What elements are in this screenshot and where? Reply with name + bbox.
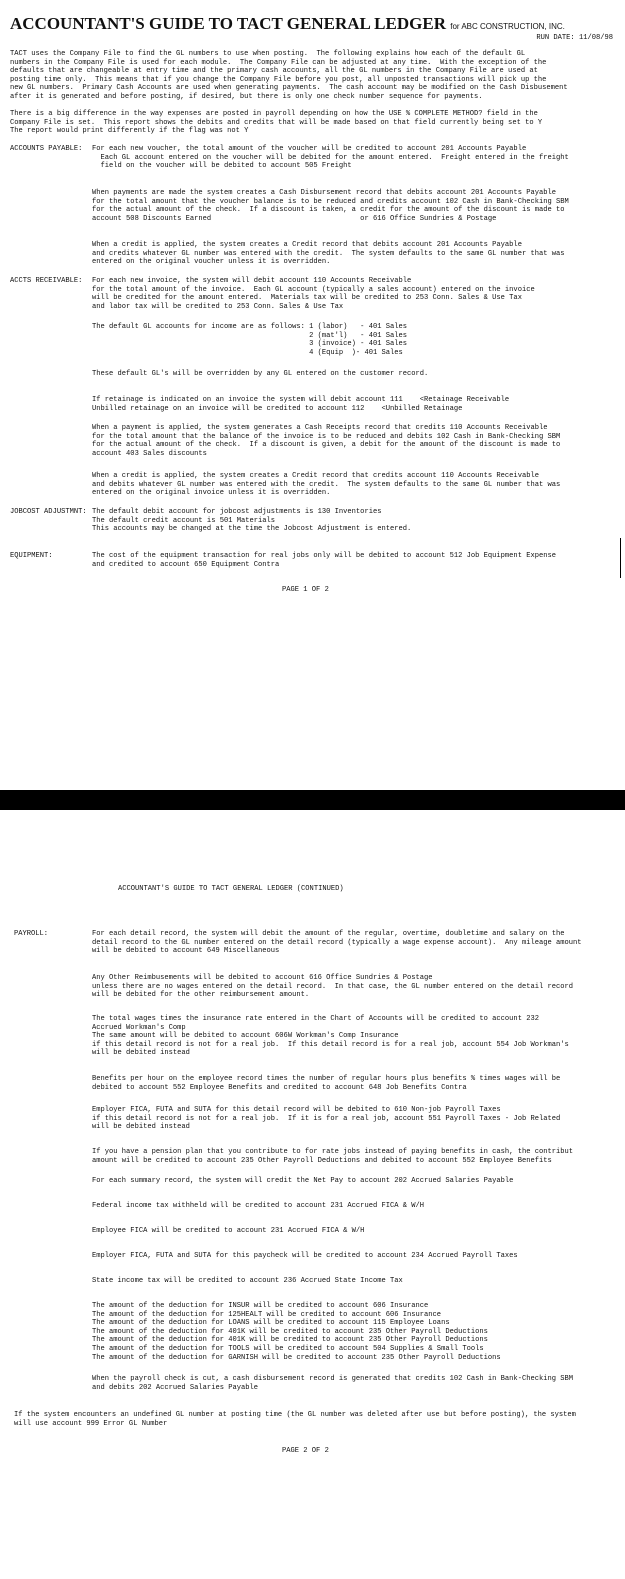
payroll-employer-accrued-taxes-line: Employer FICA, FUTA and SUTA for this paycheck will be credited to account 234 Accrued Payroll Taxes bbox=[92, 1252, 518, 1260]
run-date: RUN DATE: 11/08/98 bbox=[536, 34, 613, 42]
section-label-jobcost-adjustment: JOBCOST ADJUSTMNT: bbox=[10, 508, 87, 516]
title-text: ACCOUNTANT'S GUIDE TO TACT GENERAL LEDGER bbox=[10, 14, 446, 33]
ar-retainage-paragraph: If retainage is indicated on an invoice the system will debit account 111 <Retainage Receivable Unbilled retainage on an invoice will be credited to account 112 <Unbilled Retainage bbox=[92, 396, 510, 413]
undefined-gl-note: If the system encounters an undefined GL number at posting time (the GL number was deleted after use but before posting), the system will use account 999 Error GL Number bbox=[14, 1411, 576, 1428]
ar-override-note: These default GL's will be overridden by any GL entered on the customer record. bbox=[92, 370, 429, 378]
payroll-benefits-paragraph: Benefits per hour on the employee record times the number of regular hours plus benefits % times wages will be debited to account 552 Employee Benefits and credited to account 648 Job Benefits Contra bbox=[92, 1075, 561, 1092]
ap-payment-paragraph: When payments are made the system creates a Cash Disbursement record that debits account 201 Accounts Payable for the total amount that the voucher balance is to be reduced and credits account 102 Cash in Bank-Checking SBM for the actual amount of the check. If a discount is taken, a credit for the amount of the discount is made to account 508 Discounts Earned or 616 Office Sundries & Postage bbox=[92, 189, 569, 223]
intro-paragraph: TACT uses the Company File to find the GL numbers to use when posting. The following explains how each of the default GL numbers in the Company File is used for each module. The Company File can be adjusted at any time. With the exception of the defaults that are changeable at entry time and the primary cash accounts, all the GL numbers in the Company File are used at posting time only. This means that if you change the Company File before you post, all unposted transactions will pick up the new GL numbers. Primary Cash Accounts are used when generating payments. The cash account may be modified on the Cash Disbusement after it is generated and before posting, if desired, but there is only one check number sequence for payments. bbox=[10, 50, 568, 101]
ar-payment-paragraph: When a payment is applied, the system generates a Cash Receipts record that credits 110 Accounts Receivable for the total amount that the balance of the invoice is to be reduced and debits 102 Cash in Bank-Checking SBM for the actual amount of the check. If a discount is given, a debit for the amount of the discount is made to account 403 Sales discounts bbox=[92, 424, 561, 458]
page-separator bbox=[0, 790, 625, 810]
payroll-insurance-paragraph: The total wages times the insurance rate entered in the Chart of Accounts will be credited to account 232 Accrued Workman's Comp The same amount will be debited to account 606W Workman's Comp Insurance if this detail record is not for a real job. If this detail record is for a real job, account 554 Job Workman's will be debited instead bbox=[92, 1015, 569, 1058]
payroll-check-paragraph: When the payroll check is cut, a cash disbursement record is generated that credits 102 Cash in Bank-Checking SBM and debits 202 Accrued Salaries Payable bbox=[92, 1375, 574, 1392]
payroll-state-tax-line: State income tax will be credited to account 236 Accrued State Income Tax bbox=[92, 1277, 403, 1285]
payroll-employer-taxes-paragraph: Employer FICA, FUTA and SUTA for this detail record will be debited to 610 Non-job Payroll Taxes if this detail record is not for a real job. If it is for a real job, account 551 Payroll Taxes - Job Related will be debited instead bbox=[92, 1106, 561, 1132]
page-2-title: ACCOUNTANT'S GUIDE TO TACT GENERAL LEDGER (CONTINUED) bbox=[118, 885, 344, 893]
ap-credit-paragraph: When a credit is applied, the system creates a Credit record that debits account 201 Accounts Payable and credits whatever GL number was entered with the credit. The system defaults to the same GL number that was entered on the original voucher unless it is overridden. bbox=[92, 241, 565, 267]
payroll-reimbursement-paragraph: Any Other Reimbusements will be debited to account 616 Office Sundries & Postage unless there are no wages entered on the detail record. In that case, the GL number entered on the detail record will be debited for the other reimbursement amount. bbox=[92, 974, 574, 1000]
payroll-pension-paragraph: If you have a pension plan that you contribute to for rate jobs instead of paying benefits in cash, the contribut amount will be credited to account 235 Other Payroll Deductions and debited to account 552 Employee Benefits bbox=[92, 1148, 574, 1165]
section-label-accounts-payable: ACCOUNTS PAYABLE: bbox=[10, 145, 83, 153]
ar-invoice-paragraph: For each new invoice, the system will debit account 110 Accounts Receivable for the total amount of the invoice. Each GL account (typically a sales account) entered on the invoice will be credited for the amount entered. Materials tax will be credited to 253 Conn. Sales & Use Tax and labor tax will be credited to 253 Conn. Sales & Use Tax bbox=[92, 277, 535, 311]
payroll-method-note: There is a big difference in the way expenses are posted in payroll depending on how the USE % COMPLETE METHOD? field in the Company File is set. This report shows the debits and credits that will be made based on that field currently being set to Y The report would print differently if the flag was not Y bbox=[10, 110, 543, 136]
equipment-paragraph: The cost of the equipment transaction for real jobs only will be debited to account 512 Job Equipment Expense and credited to account 650 Equipment Contra bbox=[92, 552, 557, 569]
jobcost-paragraph: The default debit account for jobcost adjustments is 130 Inventories The default credit account is 501 Materials This accounts may be changed at the time the Jobcost Adjustment is entered. bbox=[92, 508, 412, 534]
scan-edge-line bbox=[620, 538, 621, 578]
payroll-deductions-list: The amount of the deduction for INSUR will be credited to account 606 Insurance The amount of the deduction for 125HEALT will be credited to account 606 Insurance The amount of the deduction for LOANS will be credited to account 115 Employee Loans The amount of the deduction for 401K will be credited to account 235 Other Payroll Deductions The amount of the deduction for 401K will be credited to account 235 Other Payroll Deductions The amount of the deduction for TOOLS will be credited to account 504 Supplies & Small Tools The amount of the deduction for GARNISH will be credited to account 235 Other Payroll Deductions bbox=[92, 1302, 501, 1362]
payroll-employee-fica-line: Employee FICA will be credited to account 231 Accrued FICA & W/H bbox=[92, 1227, 365, 1235]
payroll-detail-paragraph: For each detail record, the system will debit the amount of the regular, overtime, doubletime and salary on the detail record to the GL number entered on the detail record (typically a wage expense account). Any mileage amount will be debited to account 649 Miscellaneous bbox=[92, 930, 582, 956]
section-label-equipment: EQUIPMENT: bbox=[10, 552, 53, 560]
document-title bbox=[10, 14, 565, 37]
payroll-net-pay-line: For each summary record, the system will credit the Net Pay to account 202 Accrued Salaries Payable bbox=[92, 1177, 514, 1185]
company-name: for ABC CONSTRUCTION, INC. bbox=[450, 22, 565, 31]
page-footer: PAGE 2 OF 2 bbox=[282, 1447, 329, 1455]
ap-voucher-paragraph: For each new voucher, the total amount of the voucher will be credited to account 201 Accounts Payable Each GL account entered on the voucher will be debited for the amount entered. Freight entered in the freight field on the voucher will be debited to account 505 Freight bbox=[92, 145, 569, 171]
ar-credit-paragraph: When a credit is applied, the system creates a Credit record that credits account 110 Accounts Receivable and debits whatever GL number was entered with the credit. The system defaults to the same GL number that was entered on the original invoice unless it is overridden. bbox=[92, 472, 561, 498]
ar-default-income-accounts: The default GL accounts for income are as follows: 1 (labor) - 401 Sales 2 (mat'l) - 401 Sales 3 (invoice) - 401 Sales 4 (Equip )- 401 Sales bbox=[92, 323, 408, 357]
section-label-accts-receivable: ACCTS RECEIVABLE: bbox=[10, 277, 83, 285]
page-footer: PAGE 1 OF 2 bbox=[282, 586, 329, 594]
section-label-payroll: PAYROLL: bbox=[14, 930, 49, 938]
page-2 bbox=[0, 810, 625, 1579]
payroll-federal-tax-line: Federal income tax withheld will be credited to account 231 Accrued FICA & W/H bbox=[92, 1202, 425, 1210]
